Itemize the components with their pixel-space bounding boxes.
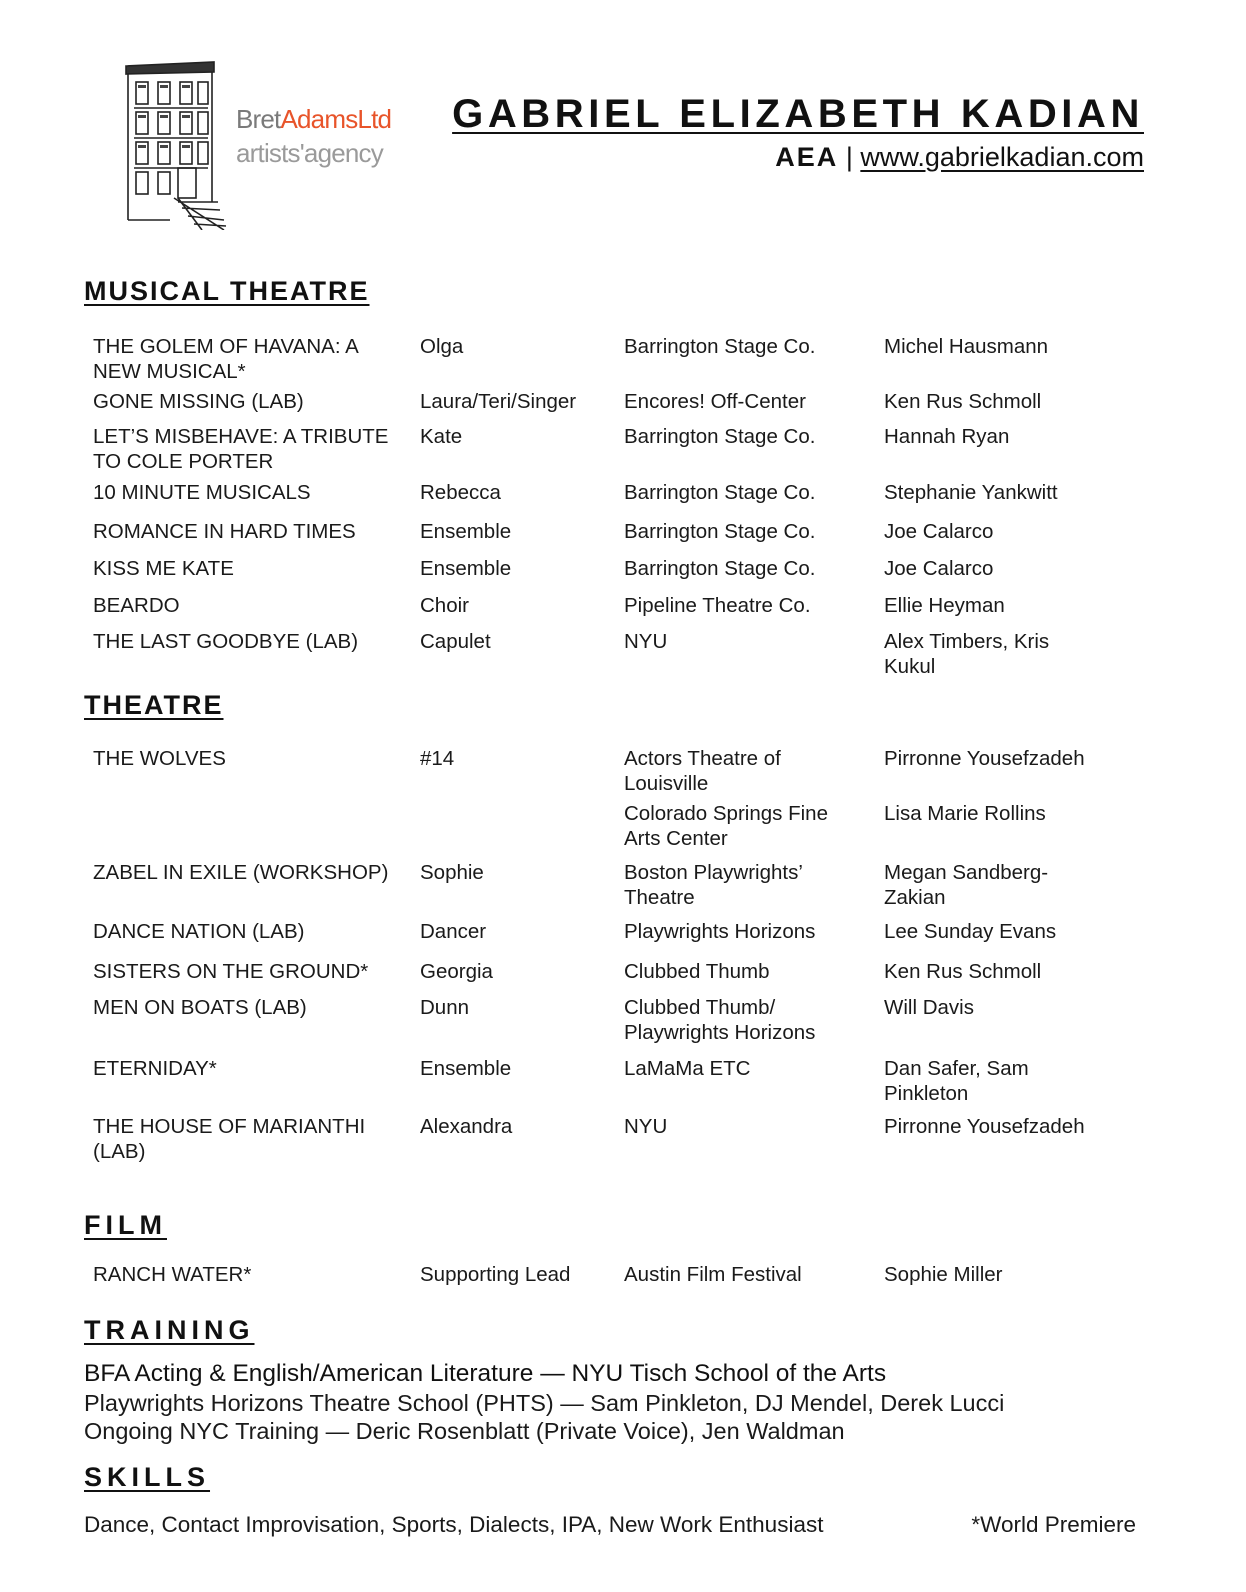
role: #14	[420, 747, 455, 770]
show-title: GONE MISSING (LAB)	[93, 390, 304, 413]
skills-list: Dance, Contact Improvisation, Sports, Dialects, IPA, New Work Enthusiast	[84, 1512, 824, 1537]
role: Dunn	[420, 996, 470, 1019]
venue: Barrington Stage Co.	[624, 425, 816, 448]
venue: Barrington Stage Co.	[624, 520, 816, 543]
venue: Actors Theatre of Louisville	[624, 747, 781, 795]
union-affiliation: AEA	[775, 142, 839, 172]
venue: Barrington Stage Co.	[624, 335, 816, 358]
show-title: ROMANCE IN HARD TIMES	[93, 520, 356, 543]
role: Choir	[420, 594, 469, 617]
training-line: Playwrights Horizons Theatre School (PHTS) — Sam Pinkleton, DJ Mendel, Derek Lucci	[84, 1390, 1005, 1416]
performer-name: GABRIEL ELIZABETH KADIAN	[452, 92, 1144, 136]
role: Ensemble	[420, 520, 512, 543]
show-title: SISTERS ON THE GROUND*	[93, 960, 369, 983]
show-title: ETERNIDAY*	[93, 1057, 217, 1080]
show-title: BEARDO	[93, 594, 180, 617]
venue: Clubbed Thumb/ Playwrights Horizons	[624, 996, 816, 1044]
section-title-film: FILM	[84, 1210, 167, 1240]
role: Supporting Lead	[420, 1263, 571, 1286]
director: Joe Calarco	[884, 520, 994, 543]
website-link[interactable]: www.gabrielkadian.com	[860, 142, 1144, 172]
training-degree: BFA Acting & English/American Literature — NYU Tisch School of the Arts	[84, 1360, 887, 1387]
director: Lisa Marie Rollins	[884, 802, 1046, 825]
agency-tagline: artists'agency	[236, 138, 383, 168]
venue: Colorado Springs Fine Arts Center	[624, 802, 828, 850]
venue: NYU	[624, 630, 668, 653]
venue: LaMaMa ETC	[624, 1057, 751, 1080]
show-title: THE WOLVES	[93, 747, 226, 770]
role: Georgia	[420, 960, 493, 983]
show-title: RANCH WATER*	[93, 1263, 252, 1286]
show-title: 10 MINUTE MUSICALS	[93, 481, 311, 504]
role: Sophie	[420, 861, 484, 884]
director: Ken Rus Schmoll	[884, 390, 1042, 413]
director: Michel Hausmann	[884, 335, 1049, 358]
role: Ensemble	[420, 1057, 512, 1080]
show-title: THE HOUSE OF MARIANTHI (LAB)	[93, 1115, 366, 1163]
show-title: LET’S MISBEHAVE: A TRIBUTE TO COLE PORTER	[93, 425, 389, 473]
director: Hannah Ryan	[884, 425, 1010, 448]
director: Pirronne Yousefzadeh	[884, 1115, 1085, 1138]
venue: Austin Film Festival	[624, 1263, 802, 1286]
venue: Barrington Stage Co.	[624, 481, 816, 504]
brownstone-building-logo	[118, 52, 228, 230]
contact-line	[775, 142, 1144, 173]
role: Dancer	[420, 920, 487, 943]
director: Ellie Heyman	[884, 594, 1005, 617]
show-title: ZABEL IN EXILE (WORKSHOP)	[93, 861, 389, 884]
director: Pirronne Yousefzadeh	[884, 747, 1085, 770]
venue: Clubbed Thumb	[624, 960, 770, 983]
director: Dan Safer, Sam Pinkleton	[884, 1057, 1029, 1105]
role: Laura/Teri/Singer	[420, 390, 577, 413]
director: Stephanie Yankwitt	[884, 481, 1058, 504]
training-line: Ongoing NYC Training — Deric Rosenblatt (Private Voice), Jen Waldman	[84, 1418, 845, 1444]
director: Lee Sunday Evans	[884, 920, 1057, 943]
show-title: MEN ON BOATS (LAB)	[93, 996, 307, 1019]
director: Ken Rus Schmoll	[884, 960, 1042, 983]
show-title: KISS ME KATE	[93, 557, 234, 580]
show-title: THE LAST GOODBYE (LAB)	[93, 630, 359, 653]
venue: Pipeline Theatre Co.	[624, 594, 811, 617]
role: Kate	[420, 425, 463, 448]
director: Alex Timbers, Kris Kukul	[884, 630, 1050, 678]
venue: NYU	[624, 1115, 668, 1138]
world-premiere-footnote: *World Premiere	[971, 1512, 1136, 1537]
role: Rebecca	[420, 481, 501, 504]
agency-name-part1: Bret	[236, 104, 281, 134]
agency-logo-text	[236, 102, 391, 170]
section-title-musical-theatre: MUSICAL THEATRE	[84, 276, 370, 306]
section-title-theatre: THEATRE	[84, 690, 224, 720]
show-title: DANCE NATION (LAB)	[93, 920, 305, 943]
section-title-training: TRAINING	[84, 1315, 255, 1345]
director: Joe Calarco	[884, 557, 994, 580]
agency-name-part2: AdamsLtd	[280, 104, 392, 134]
director: Will Davis	[884, 996, 974, 1019]
role: Ensemble	[420, 557, 512, 580]
venue: Boston Playwrights’ Theatre	[624, 861, 803, 909]
role: Olga	[420, 335, 464, 358]
venue: Playwrights Horizons	[624, 920, 816, 943]
venue: Barrington Stage Co.	[624, 557, 816, 580]
role: Capulet	[420, 630, 491, 653]
venue: Encores! Off-Center	[624, 390, 806, 413]
role: Alexandra	[420, 1115, 513, 1138]
director: Megan Sandberg-Zakian	[884, 861, 1049, 909]
section-title-skills: SKILLS	[84, 1462, 211, 1492]
director: Sophie Miller	[884, 1263, 1003, 1286]
show-title: THE GOLEM OF HAVANA: A NEW MUSICAL*	[93, 335, 358, 383]
separator: |	[845, 142, 853, 172]
